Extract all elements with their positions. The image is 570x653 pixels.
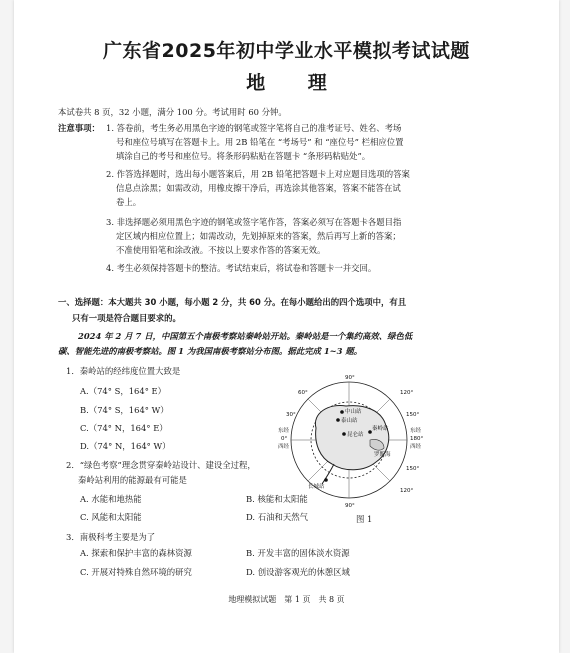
label-90-bottom: 90° (345, 503, 355, 509)
notice-3-line-3: 不准使用铅笔和涂改液。不按以上要求作答的答案无效。 (116, 245, 326, 255)
notice-2-line-2: 信息点涂黑；如需改动，用橡皮擦干净后，再选涂其他答案，答案不能答在试 (116, 183, 401, 193)
label-qinling: 秦岭站 (372, 426, 389, 432)
label-150-top: 150° (406, 412, 420, 418)
label-luosi: 罗斯海 (374, 452, 391, 458)
q1-option-b[interactable]: B.（74° S，164° W） (80, 405, 169, 415)
notice-label: 注意事项： (58, 123, 100, 133)
q2-option-a[interactable]: A. 水能和地热能 (80, 494, 142, 504)
label-zero: 0° (281, 436, 288, 442)
q2-stem-2: 秦岭站利用的能源最有可能是 (78, 475, 187, 485)
notice-4-line-1: 4. 考生必须保持答题卡的整洁。考试结束后，将试卷和答题卡一并交回。 (106, 263, 377, 273)
label-west-180: 西经 (410, 444, 422, 450)
q3-stem: 3．南极科考主要是为了 (66, 532, 156, 542)
label-120-bottom: 120° (400, 488, 414, 494)
kunlun-station-marker (342, 432, 346, 436)
page-footer: 地理模拟试题 第 1 页 共 8 页 (228, 595, 345, 604)
label-kunlun: 昆仑站 (347, 432, 364, 438)
label-changcheng: 长城站 (308, 484, 325, 490)
passage-line-2: 碳、智能先进的南极考察站。图 1 为我国南极考察站分布图。据此完成 1~3 题。 (58, 346, 363, 356)
label-taishan: 泰山站 (341, 418, 358, 424)
label-90-top: 90° (345, 375, 355, 381)
label-zhongshan: 中山站 (345, 409, 362, 415)
label-60: 60° (298, 390, 308, 396)
q1-stem: 1．秦岭站的经纬度位置大致是 (66, 366, 181, 376)
section1-line-1: 一、选择题：本大题共 30 小题，每小题 2 分，共 60 分。在每小题给出的四个选项中，有且 (58, 297, 407, 307)
q2-option-b[interactable]: B. 核能和太阳能 (246, 494, 308, 504)
notice-3-line-2: 定区域内相应位置上；如需改动，先划掉原来的答案，然后再写上新的答案； (116, 231, 401, 241)
label-east-180: 东经 (410, 428, 422, 434)
changcheng-station-marker (324, 478, 328, 482)
exam-page (14, 0, 559, 653)
q3-option-d[interactable]: D. 创设游客观光的休憩区域 (246, 567, 350, 577)
zhongshan-station-marker (340, 410, 344, 414)
exam-subject: 地 理 (246, 72, 345, 94)
q1-option-d[interactable]: D.（74° N，164° W） (80, 441, 171, 451)
notice-3-line-1: 3. 非选择题必须用黑色字迹的钢笔或签字笔作答，答案必须写在答题卡各题目指 (106, 217, 402, 227)
label-150-bottom: 150° (406, 466, 420, 472)
notice-2-line-1: 2. 作答选择题时，选出每小题答案后，用 2B 铅笔把答题卡上对应题目选项的答案 (106, 169, 410, 179)
label-180: 180° (410, 436, 424, 442)
label-west-0: 西经 (278, 444, 290, 450)
exam-title: 广东省2025年初中学业水平模拟考试试题 (103, 40, 470, 62)
q2-option-d[interactable]: D. 石油和天然气 (246, 512, 308, 522)
q2-option-c[interactable]: C. 风能和太阳能 (80, 512, 142, 522)
q2-stem: 2．“绿色考察”理念贯穿秦岭站设计、建设全过程， (66, 460, 256, 470)
label-30: 30° (286, 412, 296, 418)
q3-option-c[interactable]: C. 开展对特殊自然环境的研究 (80, 567, 192, 577)
q1-option-a[interactable]: A.（74° S，164° E） (80, 386, 167, 396)
section1-line-2: 只有一项是符合题目要求的。 (72, 313, 181, 323)
label-east-0: 东经 (278, 428, 290, 434)
exam-intro: 本试卷共 8 页，32 小题，满分 100 分。考试用时 60 分钟。 (58, 107, 287, 117)
notice-2-line-3: 卷上。 (116, 197, 142, 207)
label-120-top: 120° (400, 390, 414, 396)
passage-line-1: 2024 年 2 月 7 日，中国第五个南极考察站秦岭站开站。秦岭站是一个集约高效、绿色低 (78, 331, 413, 341)
q3-option-a[interactable]: A. 探索和保护丰富的森林资源 (80, 548, 192, 558)
q1-option-c[interactable]: C.（74° N，164° E） (80, 423, 168, 433)
notice-1-line-2: 号和座位号填写在答题卡上。用 2B 铅笔在 “考场号” 和 “座位号” 栏相应位置 (116, 137, 404, 147)
q3-option-b[interactable]: B. 开发丰富的固体淡水资源 (246, 548, 350, 558)
antarctica-station-map (264, 368, 434, 528)
taishan-station-marker (336, 418, 340, 422)
notice-1-line-1: 1. 答卷前，考生务必用黑色字迹的钢笔或签字笔将自己的准考证号、姓名、考场 (106, 123, 402, 133)
figure-caption: 图 1 (356, 514, 373, 524)
notice-1-line-3: 填涂自己的考号和座位号。将条形码粘贴在答题卡 “条形码粘贴处”。 (116, 151, 371, 161)
